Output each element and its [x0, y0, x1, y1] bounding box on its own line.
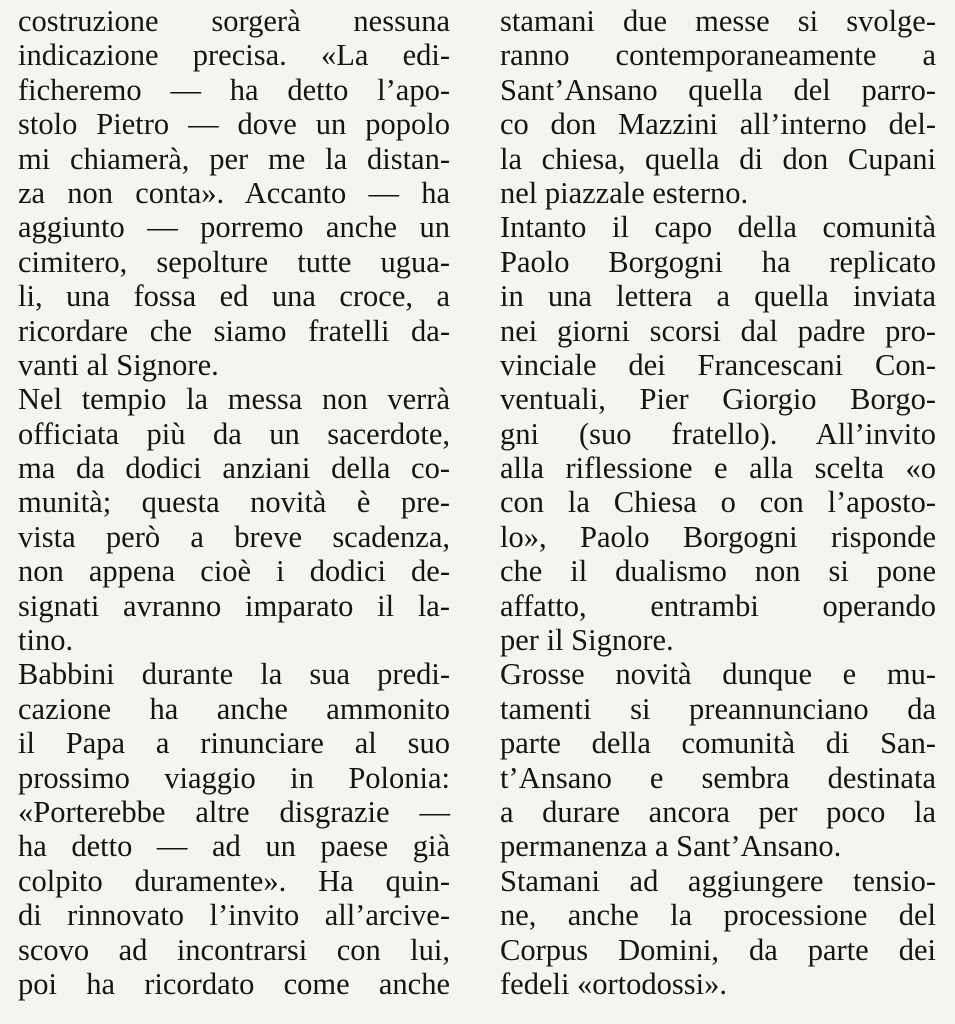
article-line: ranno contemporaneamente a: [500, 38, 936, 73]
article-line: il Papa a rinunciare al suo: [18, 726, 450, 761]
article-line: munità; questa novità è pre-: [18, 485, 450, 520]
article-line: non appena cioè i dodici de-: [18, 554, 450, 589]
article-line: costruzione sorgerà nessuna: [18, 4, 450, 38]
article-line: «Porterebbe altre disgrazie —: [18, 794, 450, 829]
article-line: tino.: [18, 623, 74, 658]
article-line: ha detto — ad un paese già: [18, 829, 450, 864]
article-line: Grosse novità dunque e mu-: [500, 657, 936, 692]
article-line: aggiunto — porremo anche un: [18, 210, 450, 245]
article-line: cazione ha anche ammonito: [18, 691, 450, 726]
article-line: ma da dodici anziani della co-: [18, 451, 450, 486]
article-line: ventuali, Pier Giorgio Borgo-: [500, 382, 936, 417]
article-line: di rinnovato l’invito all’arcive-: [18, 898, 450, 933]
article-line: Corpus Domini, da parte dei: [500, 932, 936, 967]
article-line: ficheremo — ha detto l’apo-: [18, 72, 450, 107]
article-line: vinciale dei Francescani Con-: [500, 347, 936, 382]
article-line: vanti al Signore.: [18, 347, 219, 382]
article-line: nei giorni scorsi dal padre pro-: [500, 313, 936, 348]
article-line: ricordare che siamo fratelli da-: [18, 313, 450, 348]
article-line: mi chiamerà, per me la distan-: [18, 141, 450, 176]
article-line: colpito duramente». Ha quin-: [18, 863, 450, 898]
article-line: Intanto il capo della comunità: [500, 210, 936, 245]
article-line: a durare ancora per poco la: [500, 794, 936, 829]
article-line: Nel tempio la messa non verrà: [18, 382, 450, 417]
article-line: indicazione precisa. «La edi-: [18, 38, 450, 73]
article-line: parte della comunità di San-: [500, 726, 936, 761]
article-line: con la Chiesa o con l’aposto-: [500, 485, 936, 520]
article-line: fedeli «ortodossi».: [500, 966, 728, 1001]
article-line: alla riflessione e alla scelta «o: [500, 451, 936, 486]
article-line: scovo ad incontrarsi con lui,: [18, 932, 450, 967]
article-line: Paolo Borgogni ha replicato: [500, 244, 936, 279]
article-line: tamenti si preannunciano da: [500, 691, 936, 726]
article-line: poi ha ricordato come anche: [18, 966, 450, 1001]
article-line: stamani due messe si svolge-: [500, 4, 936, 38]
article-line: prossimo viaggio in Polonia:: [18, 760, 450, 795]
article-line: signati avranno imparato il la-: [18, 588, 450, 623]
article-line: cimitero, sepolture tutte ugua-: [18, 244, 450, 279]
article-line: che il dualismo non si pone: [500, 554, 936, 589]
article-column-left: [18, 4, 450, 1001]
article-line: in una lettera a quella inviata: [500, 279, 936, 314]
article-line: affatto, entrambi operando: [500, 588, 936, 623]
article-line: Babbini durante la sua predi-: [18, 657, 450, 692]
article-line: la chiesa, quella di don Cupani: [500, 141, 936, 176]
article-column-right: [500, 4, 936, 1001]
article-line: permanenza a Sant’Ansano.: [500, 829, 842, 864]
article-line: co don Mazzini all’interno del-: [500, 107, 936, 142]
article-line: officiata più da un sacerdote,: [18, 416, 450, 451]
article-line: gni (suo fratello). All’invito: [500, 416, 936, 451]
article-line: vista però a breve scadenza,: [18, 519, 450, 554]
article-line: za non conta». Accanto — ha: [18, 175, 450, 210]
article-line: t’Ansano e sembra destinata: [500, 760, 936, 795]
article-line: lo», Paolo Borgogni risponde: [500, 519, 936, 554]
article-line: ne, anche la processione del: [500, 898, 936, 933]
article-line: li, una fossa ed una croce, a: [18, 279, 450, 314]
article-line: per il Signore.: [500, 623, 674, 658]
article-line: Stamani ad aggiungere tensio-: [500, 863, 936, 898]
article-line: nel piazzale esterno.: [500, 175, 749, 210]
article-line: stolo Pietro — dove un popolo: [18, 107, 450, 142]
article-line: Sant’Ansano quella del parro-: [500, 72, 936, 107]
